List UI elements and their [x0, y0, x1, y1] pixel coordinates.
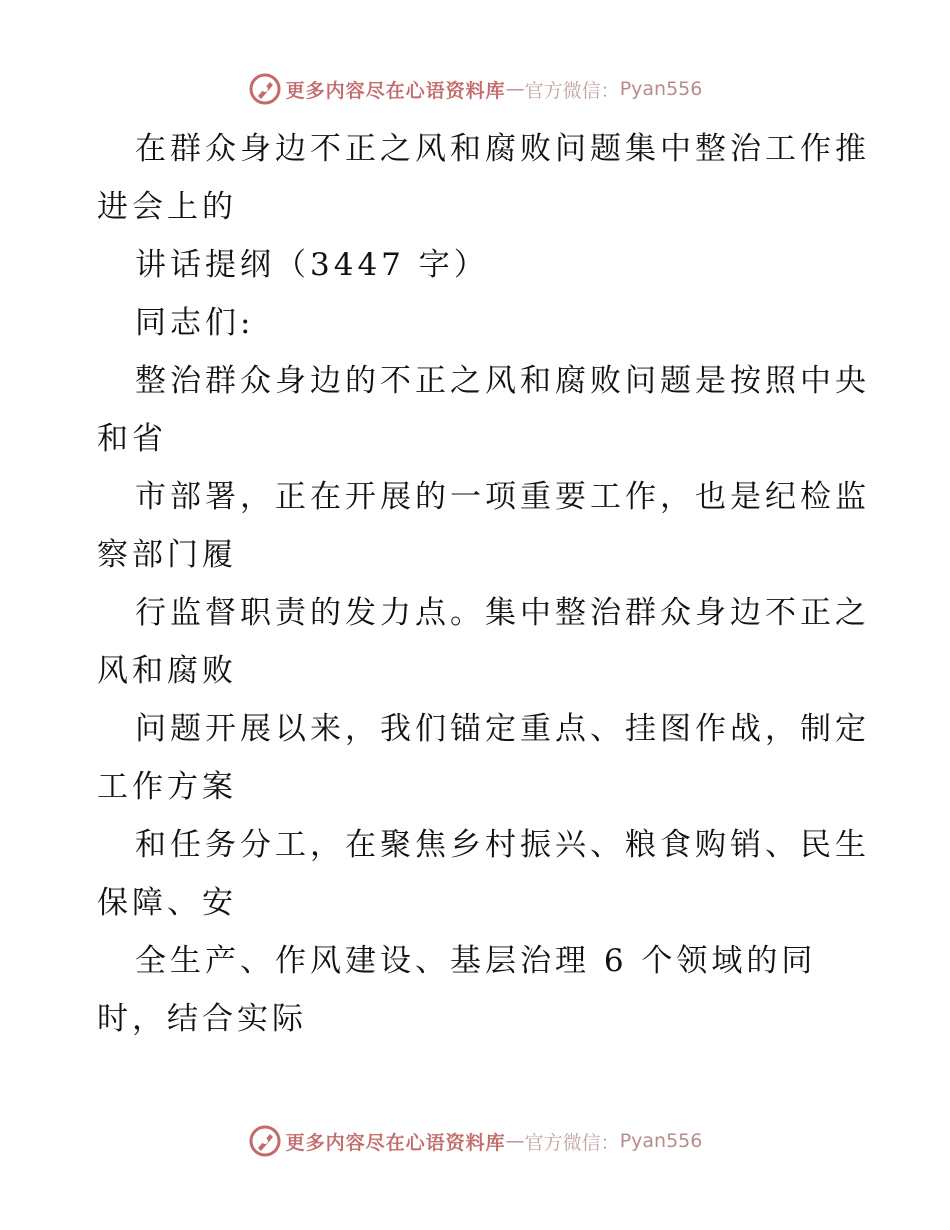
watermark-contact: 官方微信： — [524, 1131, 620, 1154]
watermark-brand: 更多内容尽在心语资料库 — [285, 79, 506, 102]
pen-circle-logo-icon — [248, 1124, 282, 1158]
watermark-id: Pyan556 — [619, 1130, 703, 1152]
text-line: 问题开展以来，我们锚定重点、挂图作战，制定 — [135, 711, 870, 747]
watermark-brand: 更多内容尽在心语资料库 — [285, 1131, 506, 1154]
footer-watermark — [0, 1124, 950, 1158]
document-body — [97, 120, 870, 1048]
text-line: 整治群众身边的不正之风和腐败问题是按照中央 — [135, 363, 870, 399]
text-line: 进会上的 — [97, 189, 237, 225]
text-line: 在群众身边不正之风和腐败问题集中整治工作推 — [135, 131, 870, 167]
text-line: 市部署，正在开展的一项重要工作，也是纪检监 — [135, 479, 870, 515]
text-line: 察部门履 — [97, 537, 237, 573]
text-line: 工作方案 — [97, 769, 237, 805]
watermark-separator: — — [505, 78, 525, 100]
header-watermark — [0, 72, 950, 106]
watermark-contact: 官方微信： — [524, 79, 620, 102]
pen-circle-logo-icon — [248, 72, 282, 106]
text-line: 行监督职责的发力点。集中整治群众身边不正之 — [135, 595, 870, 631]
watermark-id: Pyan556 — [619, 78, 703, 100]
text-line: 同志们: — [135, 305, 255, 341]
text-line: 全生产、作风建设、基层治理 6 个领域的同 — [135, 943, 817, 979]
text-line: 时，结合实际 — [97, 1001, 307, 1037]
text-line: 讲话提纲（3447 字） — [135, 247, 489, 283]
text-line: 保障、安 — [97, 885, 237, 921]
text-line: 和任务分工，在聚焦乡村振兴、粮食购销、民生 — [135, 827, 870, 863]
watermark-separator: — — [505, 1130, 525, 1152]
text-line: 风和腐败 — [97, 653, 237, 689]
text-line: 和省 — [97, 421, 167, 457]
